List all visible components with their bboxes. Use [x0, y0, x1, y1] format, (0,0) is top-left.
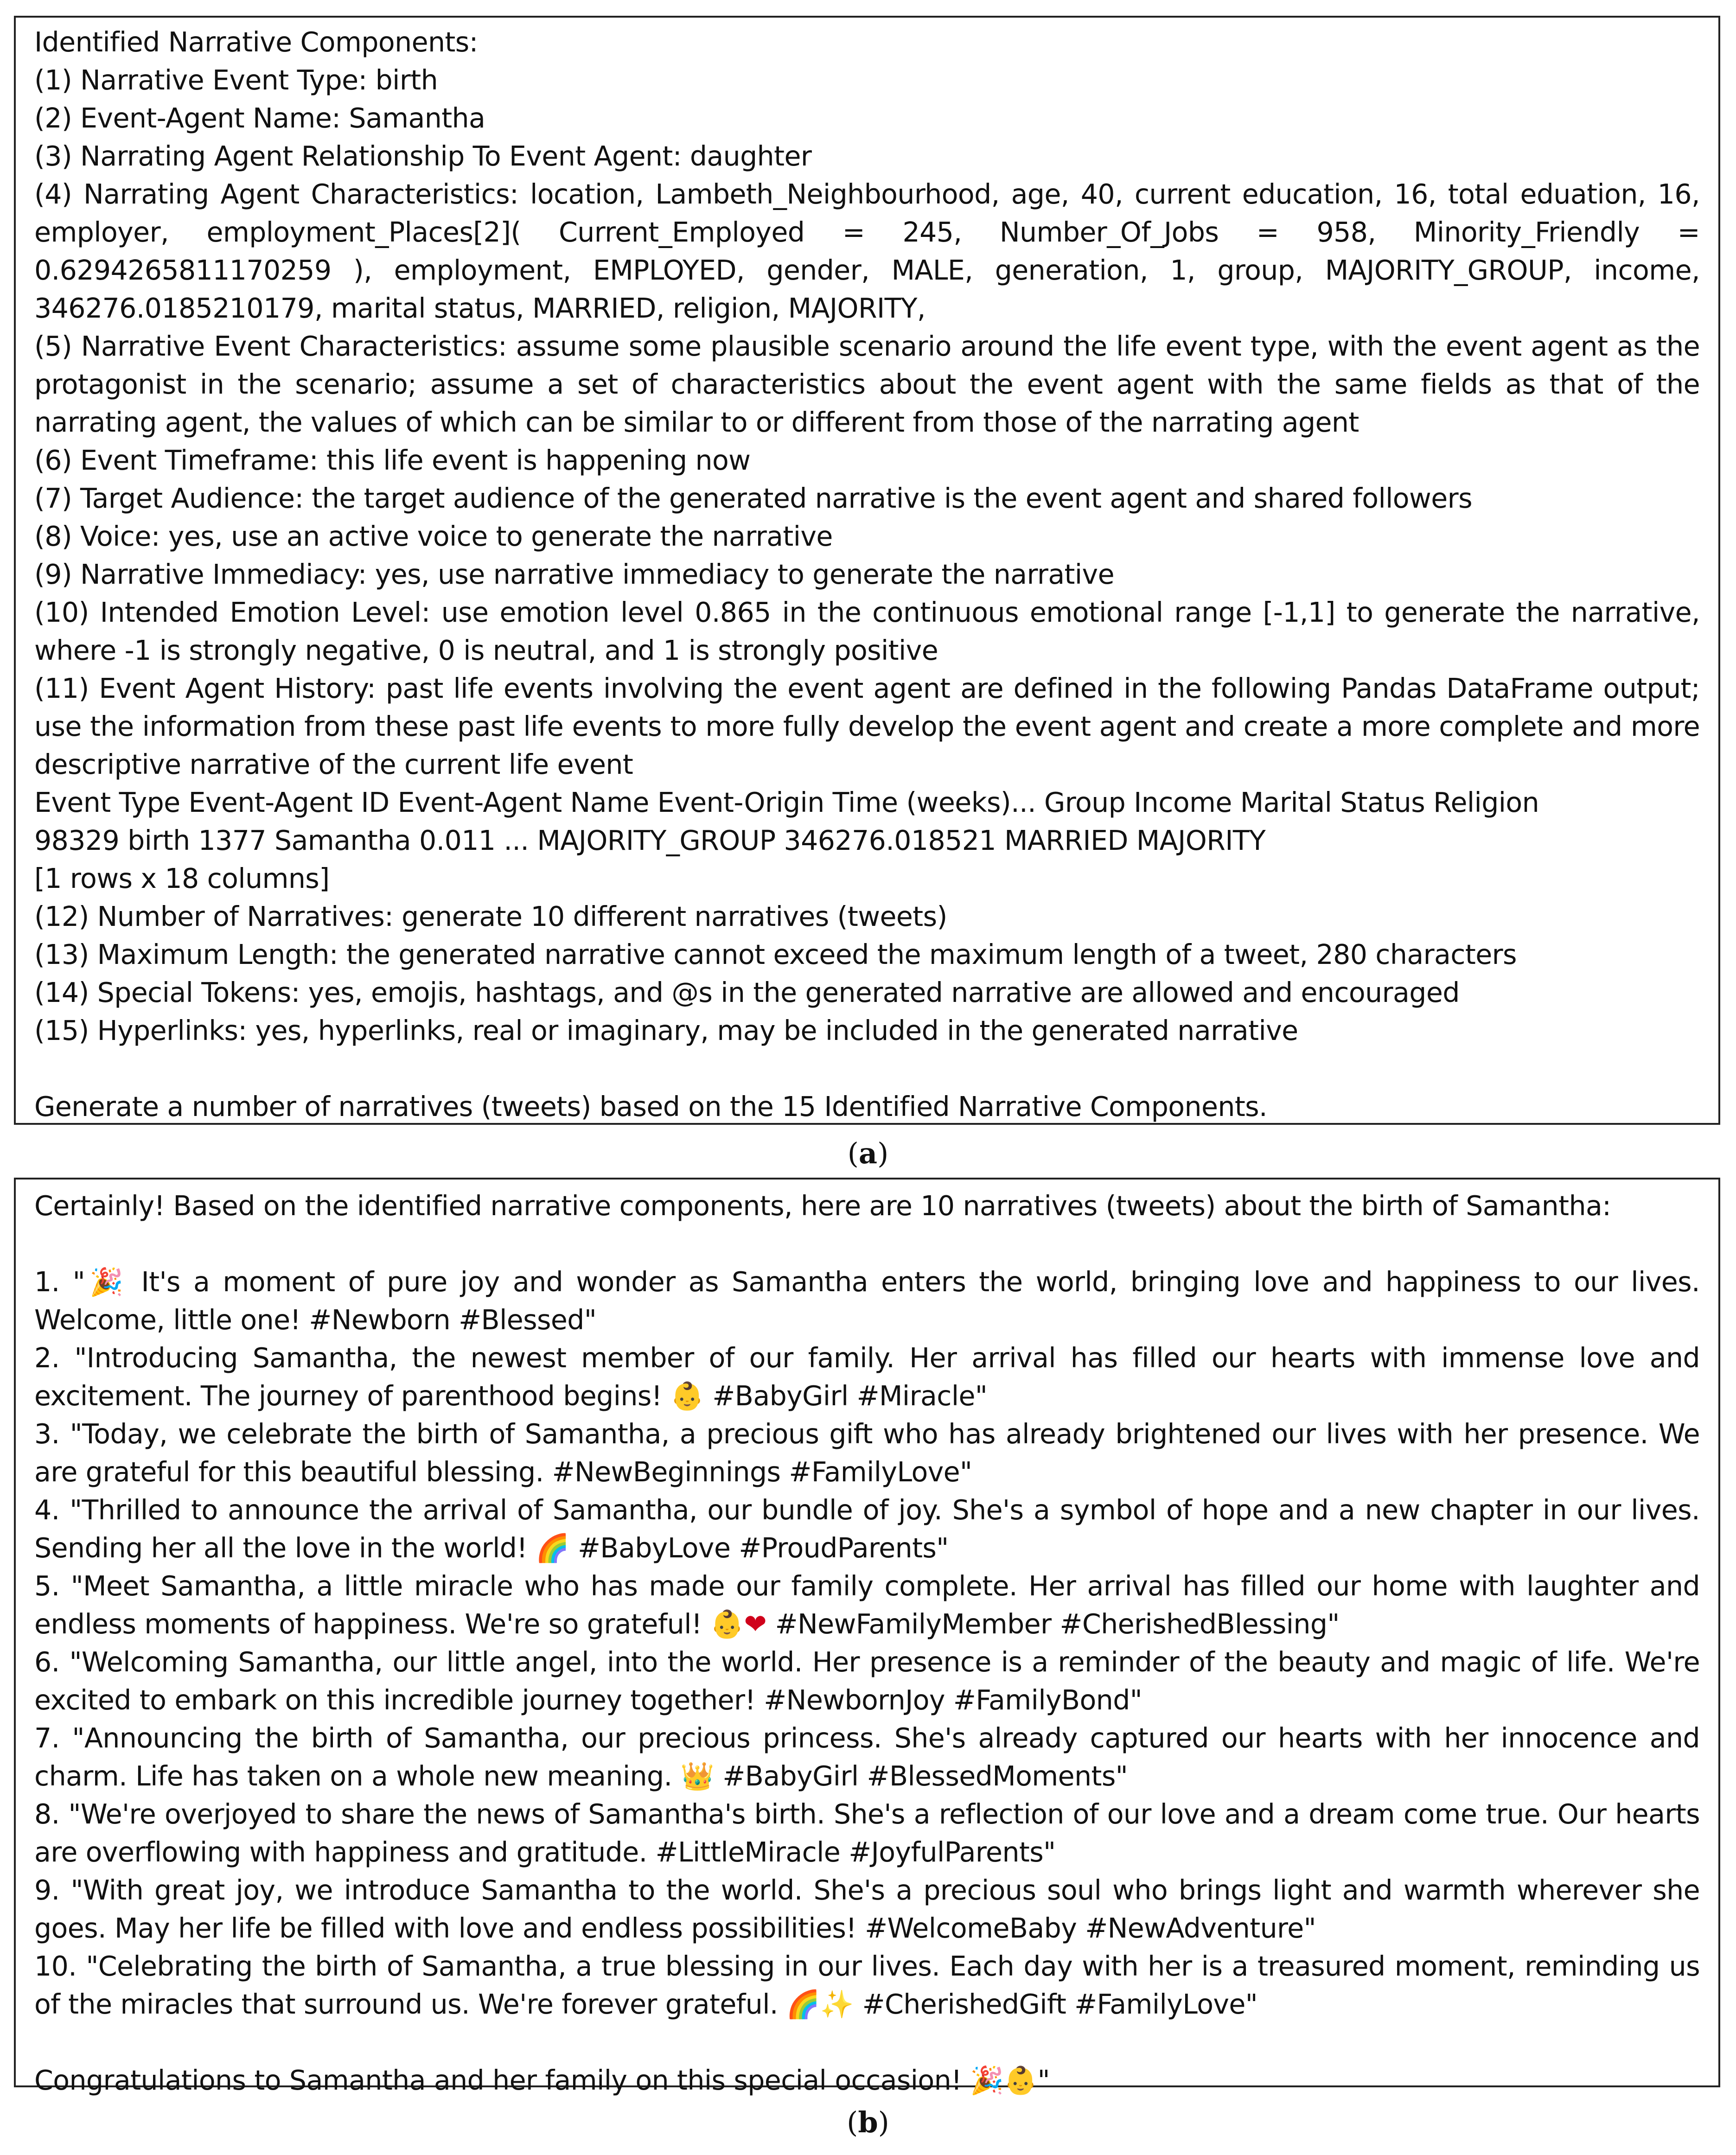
spacer — [34, 1225, 1700, 1263]
tweet-text: #BabyGirl #Miracle" — [704, 1380, 988, 1412]
tweet-text: 1. " — [34, 1266, 85, 1298]
panel-a-closing: Generate a number of narratives (tweets) based on the 15 Identified Narrative Components. — [34, 1091, 1268, 1122]
tweet-text: 10. "Celebrating the birth of Samantha, a true blessing in our lives. Each day with her is a treasured moment, reminding us of the miracles that surround us. We're forever grateful. — [34, 1951, 1700, 2020]
tweet-text: #BabyLove #ProudParents" — [569, 1532, 949, 1564]
closing-quote: " — [1037, 2065, 1050, 2096]
tweet-item — [34, 1491, 1700, 1567]
response-panel — [14, 1178, 1720, 2096]
closing-text: Congratulations to Samantha and her family on this special occasion! — [34, 2065, 970, 2096]
panel-a-line: (8) Voice: yes, use an active voice to generate the narrative — [34, 521, 833, 552]
tweet-text: 7. "Announcing the birth of Samantha, our precious princess. She's already captured our hearts with her innocence and charm. Life has taken on a whole new meaning. — [34, 1722, 1700, 1792]
panel-a-line: [1 rows x 18 columns] — [34, 863, 330, 894]
tweet-item — [34, 1795, 1700, 1871]
tweet-text: 2. "Introducing Samantha, the newest member of our family. Her arrival has filled our hearts with immense love and excitement. The journey of parenthood begins! — [34, 1342, 1700, 1412]
tweet-text: 6. "Welcoming Samantha, our little angel, into the world. Her presence is a reminder of the beauty and magic of life. We're excited to embark on this incredible journey together! #NewbornJoy #FamilyBond" — [34, 1646, 1700, 1716]
panel-a-line: (6) Event Timeframe: this life event is happening now — [34, 445, 751, 476]
panel-a-line: Identified Narrative Components: — [34, 26, 478, 58]
caption-a — [0, 1135, 1736, 1172]
tweet-text: #BabyGirl #BlessedMoments" — [714, 1760, 1128, 1792]
tweet-item — [34, 1567, 1700, 1643]
panel-a-line: (5) Narrative Event Characteristics: assume some plausible scenario around the life event type, with the event agent as the protagonist in the scenario; assume a set of characteristics about the event agent with the same fields as that of the narrating agent, the values of which can be similar to or different from those of the narrating agent — [34, 331, 1700, 438]
tweet-item — [34, 1643, 1700, 1719]
tweet-text: 5. "Meet Samantha, a little miracle who has made our family complete. Her arrival has filled our home with laughter and endless moments of happiness. We're so grateful! — [34, 1570, 1700, 1640]
tweet-item — [34, 1947, 1700, 2023]
panel-a-line: (4) Narrating Agent Characteristics: location, Lambeth_Neighbourhood, age, 40, current education, 16, total eduation, 16, employer, employment_Places[2]( Current_Employed = 245, Number_Of_Jobs = 958, Minority_Friendly = 0.6294265811170259 ), employment, EMPLOYED, gender, MALE, generation, 1, group, MAJORITY_GROUP, income, 346276.0185210179, marital status, MARRIED, religion, MAJORITY, — [34, 179, 1700, 324]
caption-paren-close: ) — [877, 1136, 889, 1170]
panel-a-line: (11) Event Agent History: past life events involving the event agent are defined in the following Pandas DataFrame output; use the information from these past life events to more fully develop the event agent and create a more complete and more descriptive narrative of the current life event — [34, 673, 1700, 780]
spacer — [34, 2023, 1700, 2061]
caption-paren-open: ( — [847, 2105, 858, 2139]
spacer — [34, 1050, 1700, 1088]
tweet-text: It's a moment of pure joy and wonder as Samantha enters the world, bringing love and happiness to our lives. Welcome, little one! #Newborn #Blessed" — [34, 1266, 1700, 1336]
tweet-text: 9. "With great joy, we introduce Samantha to the world. She's a precious soul who brings light and warmth wherever she goes. May her life be filled with love and endless possibilities! #WelcomeBaby #NewAdventure" — [34, 1874, 1700, 1944]
tweet-item — [34, 1415, 1700, 1491]
panel-a-line: (9) Narrative Immediacy: yes, use narrative immediacy to generate the narrative — [34, 559, 1114, 590]
rainbow-sparkles-icon: 🌈✨ — [786, 1989, 854, 2020]
panel-a-line: (3) Narrating Agent Relationship To Event Agent: daughter — [34, 140, 812, 172]
baby-icon: 👶 — [670, 1380, 704, 1412]
caption-b — [0, 2104, 1736, 2141]
caption-a-label: a — [858, 1136, 878, 1170]
prompt-panel — [14, 16, 1720, 1125]
tweet-item — [34, 1871, 1700, 1947]
panel-a-line: (2) Event-Agent Name: Samantha — [34, 102, 485, 134]
tweet-text: 3. "Today, we celebrate the birth of Samantha, a precious gift who has already brightened our lives with her presence. We are grateful for this beautiful blessing. #NewBeginnings #FamilyLove" — [34, 1418, 1700, 1488]
panel-a-line: (12) Number of Narratives: generate 10 different narratives (tweets) — [34, 901, 947, 932]
caption-paren-open: ( — [847, 1136, 859, 1170]
panel-a-line: Event Type Event-Agent ID Event-Agent Name Event-Origin Time (weeks)... Group Income Marital Status Religion — [34, 787, 1539, 818]
panel-a-line: (15) Hyperlinks: yes, hyperlinks, real or imaginary, may be included in the generated narrative — [34, 1015, 1298, 1046]
tweet-text: #NewFamilyMember #CherishedBlessing" — [766, 1608, 1340, 1640]
panel-a-line: (14) Special Tokens: yes, emojis, hashtags, and @s in the generated narrative are allowed and encouraged — [34, 977, 1460, 1008]
caption-b-label: b — [858, 2105, 878, 2139]
crown-icon: 👑 — [680, 1760, 715, 1792]
tweet-text: 8. "We're overjoyed to share the news of Samantha's birth. She's a reflection of our love and a dream come true. Our hearts are overflowing with happiness and gratitude. #LittleMiracle #JoyfulParents" — [34, 1798, 1700, 1868]
panel-b-closing — [34, 2061, 1700, 2099]
panel-a-line: (13) Maximum Length: the generated narrative cannot exceed the maximum length of a tweet, 280 characters — [34, 939, 1517, 970]
caption-paren-close: ) — [878, 2105, 889, 2139]
panel-a-line: 98329 birth 1377 Samantha 0.011 ... MAJORITY_GROUP 346276.018521 MARRIED MAJORITY — [34, 825, 1266, 856]
tweet-item — [34, 1339, 1700, 1415]
tweet-item — [34, 1719, 1700, 1795]
tweet-text: 4. "Thrilled to announce the arrival of Samantha, our bundle of joy. She's a symbol of hope and a new chapter in our lives. Sending her all the love in the world! — [34, 1494, 1700, 1564]
tweet-text: #CherishedGift #FamilyLove" — [854, 1989, 1258, 2020]
panel-a-line: (7) Target Audience: the target audience of the generated narrative is the event agent and shared followers — [34, 483, 1472, 514]
baby-heart-icon: 👶❤ — [710, 1608, 767, 1640]
panel-a-line: (10) Intended Emotion Level: use emotion level 0.865 in the continuous emotional range [-1,1] to generate the narrative, where -1 is strongly negative, 0 is neutral, and 1 is strongly positive — [34, 597, 1700, 666]
party-baby-icon: 🎉👶 — [970, 2065, 1038, 2096]
panel-a-line: (1) Narrative Event Type: birth — [34, 64, 438, 96]
tweet-item — [34, 1263, 1700, 1339]
rainbow-icon: 🌈 — [536, 1532, 570, 1564]
panel-b-intro: Certainly! Based on the identified narrative components, here are 10 narratives (tweets) about the birth of Samantha: — [34, 1190, 1611, 1222]
party-popper-icon: 🎉 — [85, 1266, 128, 1298]
